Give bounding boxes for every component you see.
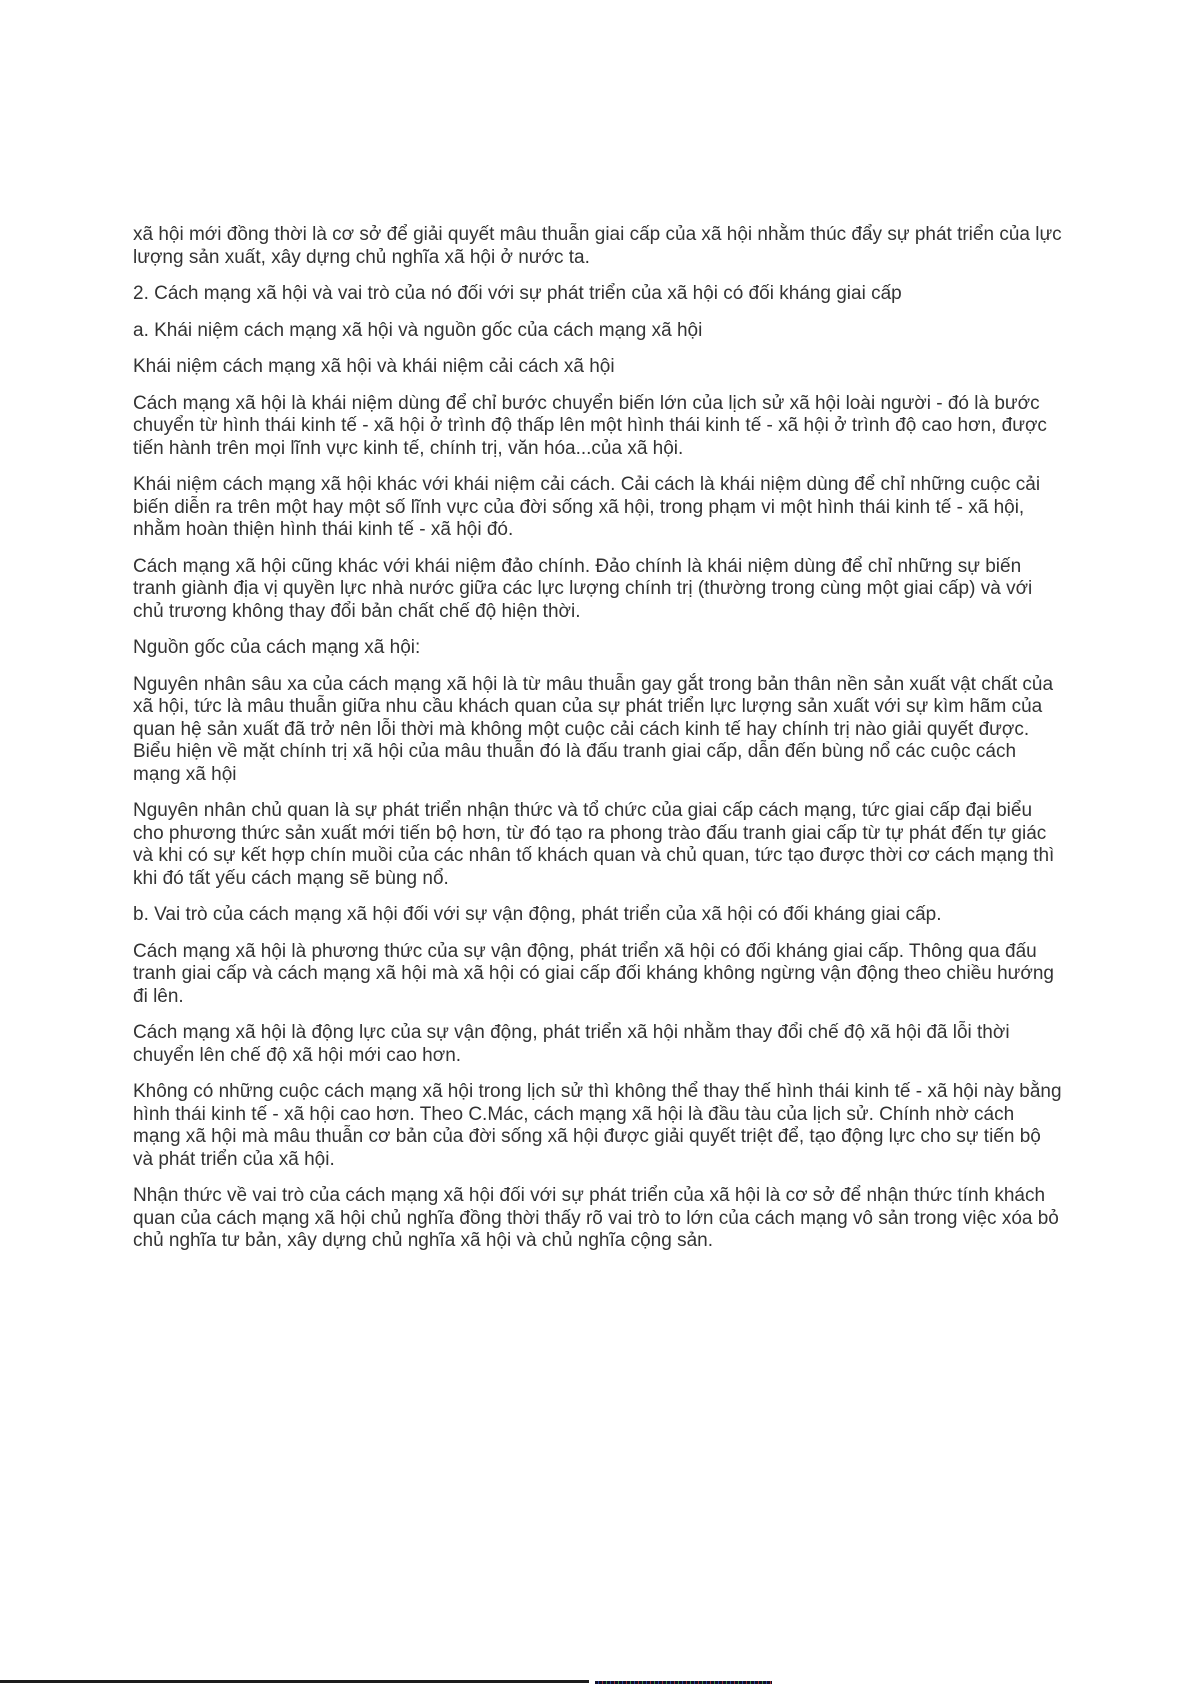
- subsection-a-heading: a. Khái niệm cách mạng xã hội và nguồn gốc của cách mạng xã hội: [133, 319, 703, 341]
- paragraph: Nguyên nhân sâu xa của cách mạng xã hội là từ mâu thuẫn gay gắt trong bản thân nền sản xuất vật chất của xã hội, tức là mâu thuẫn giữa nhu cầu khách quan của sự phát triển lực lượng sản xuất với sự kìm hãm của quan hệ sản xuất đã trở nên lỗi thời mà không một cuộc cải cách kinh tế hay chính trị nào giải quyết được. Biểu hiện về mặt chính trị xã hội của mâu thuẫn đó là đấu tranh giai cấp, dẫn đến bùng nổ các cuộc cách mạng xã hội: [133, 673, 1054, 785]
- partial-image-top-edge: [595, 1681, 772, 1684]
- paragraph: Cách mạng xã hội là phương thức của sự vận động, phát triển xã hội có đối kháng giai cấp. Thông qua đấu tranh giai cấp và cách mạng xã hội mà xã hội có giai cấp đối kháng không ngừng vận động theo chiều hướng đi lên.: [133, 940, 1054, 1007]
- paragraph: Khái niệm cách mạng xã hội khác với khái niệm cải cách. Cải cách là khái niệm dùng để chỉ những cuộc cải biến diễn ra trên một hay một số lĩnh vực của đời sống xã hội, trong phạm vi một hình thái kinh tế - xã hội, nhằm hoàn thiện hình thái kinh tế - xã hội đó.: [133, 474, 1041, 540]
- paragraph: Không có những cuộc cách mạng xã hội trong lịch sử thì không thể thay thế hình thái kinh tế - xã hội này bằng hình thái kinh tế - xã hội cao hơn. Theo C.Mác, cách mạng xã hội là đầu tàu của lịch sử. Chính nhờ cách mạng xã hội mà mâu thuẫn cơ bản của đời sống xã hội được giải quyết triệt để, tạo động lực cho sự tiến bộ và phát triển của xã hội.: [133, 1081, 1062, 1170]
- subsection-b-heading: b. Vai trò của cách mạng xã hội đối với sự vận động, phát triển của xã hội có đối kháng giai cấp.: [133, 904, 942, 925]
- paragraph: Cách mạng xã hội là động lực của sự vận động, phát triển xã hội nhằm thay đổi chế độ xã hội đã lỗi thời chuyển lên chế độ xã hội mới cao hơn.: [133, 1022, 1010, 1066]
- paragraph: Cách mạng xã hội là khái niệm dùng để chỉ bước chuyển biến lớn của lịch sử xã hội loài người - đó là bước chuyển từ hình thái kinh tế - xã hội ở trình độ thấp lên một hình thái kinh tế - xã hội ở trình độ cao hơn, được tiến hành trên mọi lĩnh vực kinh tế, chính trị, văn hóa...của xã hội.: [133, 392, 1047, 459]
- document-body-text: [133, 224, 1065, 1267]
- paragraph: Cách mạng xã hội cũng khác với khái niệm đảo chính. Đảo chính là khái niệm dùng để chỉ những sự biến tranh giành địa vị quyền lực nhà nước giữa các lực lượng chính trị (thường trong cùng một giai cấp) và với chủ trương không thay đổi bản chất chế độ hiện thời.: [133, 555, 1033, 622]
- paragraph: Nguồn gốc của cách mạng xã hội:: [133, 637, 421, 658]
- paragraph: Nhận thức về vai trò của cách mạng xã hội đối với sự phát triển của xã hội là cơ sở để nhận thức tính khách quan của cách mạng xã hội chủ nghĩa đồng thời thấy rõ vai trò to lớn của cách mạng vô sản trong việc xóa bỏ chủ nghĩa tư bản, xây dựng chủ nghĩa xã hội và chủ nghĩa cộng sản.: [133, 1185, 1059, 1251]
- paragraph: Nguyên nhân chủ quan là sự phát triển nhận thức và tổ chức của giai cấp cách mạng, tức giai cấp đại biểu cho phương thức sản xuất mới tiến bộ hơn, từ đó tạo ra phong trào đấu tranh giai cấp từ tự phát đến tự giác và khi có sự kết hợp chín muồi của các nhân tố khách quan và chủ quan, tức tạo được thời cơ cách mạng thì khi đó tất yếu cách mạng sẽ bùng nổ.: [133, 800, 1055, 889]
- paragraph: Khái niệm cách mạng xã hội và khái niệm cải cách xã hội: [133, 356, 615, 377]
- section-2-heading: 2. Cách mạng xã hội và vai trò của nó đối với sự phát triển của xã hội có đối kháng giai cấp: [133, 283, 902, 304]
- page-bottom-rule: [0, 1680, 589, 1683]
- paragraph-continuation: xã hội mới đồng thời là cơ sở để giải quyết mâu thuẫn giai cấp của xã hội nhằm thúc đẩy sự phát triển của lực lượng sản xuất, xây dựng chủ nghĩa xã hội ở nước ta.: [133, 224, 1062, 268]
